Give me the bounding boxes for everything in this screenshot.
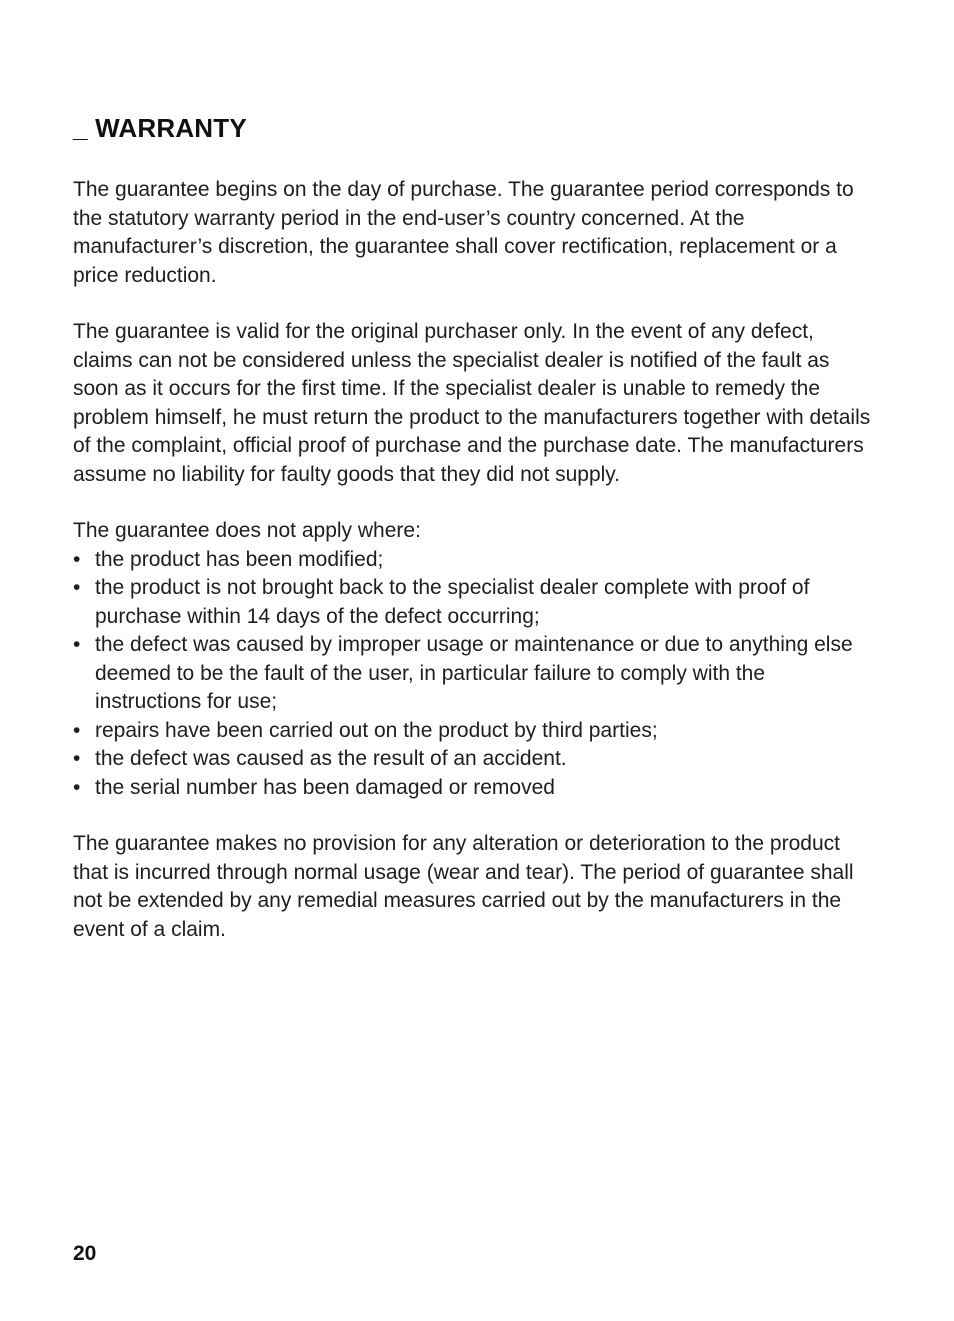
list-item-text: the product is not brought back to the specialist dealer complete with proof of purchase within 14 days of the defect occurring;: [95, 576, 810, 628]
bullet-icon: •: [73, 775, 81, 799]
warranty-page: [73, 110, 873, 972]
paragraph-original-purchaser: The guarantee is valid for the original purchaser only. In the event of any defect, claims can not be considered unless the specialist dealer is notified of the fault as soon as it occurs for the first time. If the specialist dealer is unable to remedy the problem himself, he must return the product to the manufacturers together with details of the complaint, official proof of purchase and the purchase date. The manufacturers assume no liability for faulty goods that they did not supply.: [73, 320, 871, 486]
page-title: _ WARRANTY: [73, 113, 247, 143]
exclusions-list: [73, 546, 873, 803]
list-item-text: the serial number has been damaged or removed: [95, 775, 555, 799]
list-item: [73, 745, 873, 774]
bullet-icon: •: [73, 633, 81, 656]
paragraph-wear-and-tear: The guarantee makes no provision for any alteration or deterioration to the product that is incurred through normal usage (wear and tear). The period of guarantee shall not be extended by any remedial measures carried out by the manufacturers in the event of a claim.: [73, 832, 854, 941]
list-item: [73, 574, 873, 631]
list-item-text: the defect was caused as the result of an accident.: [95, 747, 567, 770]
bullet-icon: •: [73, 576, 81, 599]
bullet-icon: •: [73, 718, 81, 742]
page-number: 20: [73, 1242, 97, 1265]
list-item-text: the defect was caused by improper usage or maintenance or due to anything else deemed to be the fault of the user, in particular failure to comply with the instructions for use;: [95, 633, 853, 713]
bullet-icon: •: [73, 747, 81, 770]
bullet-icon: •: [73, 547, 81, 571]
list-item: [73, 631, 873, 717]
paragraph-guarantee-period: The guarantee begins on the day of purchase. The guarantee period corresponds to the statutory warranty period in the end-user’s country concerned. At the manufacturer’s discretion, the guarantee shall cover rectification, replacement or a price reduction.: [73, 178, 854, 287]
list-item: [73, 774, 873, 803]
list-item: [73, 546, 873, 575]
exclusions-intro: The guarantee does not apply where:: [73, 519, 421, 542]
list-item-text: repairs have been carried out on the product by third parties;: [95, 718, 658, 742]
list-item-text: the product has been modified;: [95, 547, 384, 571]
list-item: [73, 717, 873, 746]
